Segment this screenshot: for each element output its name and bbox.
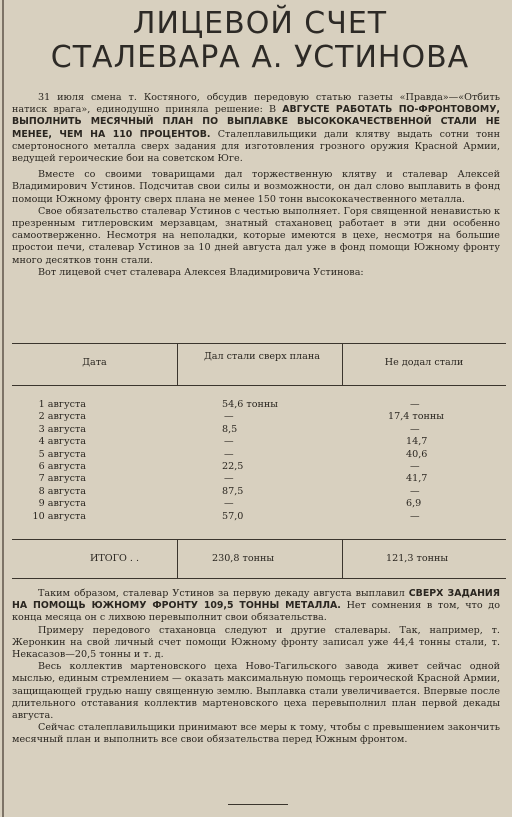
total-label: ИТОГО . .	[90, 553, 140, 564]
table-row-over: 22,5	[222, 461, 244, 472]
header-date: Дата	[82, 357, 107, 368]
table-row-date: 9 августа	[38, 498, 86, 510]
outro-text	[12, 588, 500, 747]
headline-line-1: ЛИЦЕВОЙ СЧЕТ	[132, 6, 388, 41]
table-row-date: 10 августа	[32, 510, 86, 522]
paragraph-7: Весь коллектив мартеновского цеха Ново-Тагильского завода живет сейчас одной мыслью, единым стремлением — оказать максимальную помощь героической Красной Армии, защищающей грудью нашу священную землю. Выплавка стали увеличивается. Впервые после длительного отставания коллектив мартеновского цеха перевыполнил план первой декады августа.	[12, 661, 500, 722]
table-row-over: —	[224, 436, 234, 448]
paragraph-1	[12, 92, 500, 165]
table-total-rule	[12, 539, 506, 540]
header-under-plan: Не додал стали	[384, 357, 464, 368]
table-row-under: 17,4 тонны	[388, 411, 444, 423]
total-under: 121,3 тонны	[386, 553, 449, 564]
table-top-rule	[12, 343, 506, 344]
paragraph-8: Сейчас сталеплавильщики принимают все меры к тому, чтобы с превышением закончить месячный план и выполнить все свои обязательства перед Южным фронтом.	[12, 722, 500, 746]
table-row-under: —	[410, 510, 420, 522]
closing-rule	[228, 804, 288, 805]
paragraph-4: Вот лицевой счет сталевара Алексея Владимировича Устинова:	[38, 266, 364, 278]
table-bottom-rule	[12, 578, 506, 579]
table-row-under: 14,7	[406, 436, 428, 448]
table-row-date: 2 августа	[38, 411, 86, 423]
table-row-date: 3 августа	[38, 423, 86, 435]
table-row-over: 54,6 тонны	[222, 399, 278, 410]
table-row-over: —	[224, 448, 234, 460]
table-row-under: —	[410, 461, 420, 472]
paragraph-1-start: 31 июля смена т. Костяного, обсудив передовую статью газеты «Правда»—«Отбить натиск врага», единодушно приняла решение: В	[12, 92, 500, 116]
paragraph-1-bold: АВГУСТЕ РАБОТАТЬ ПО-ФРОНТОВОМУ, ВЫПОЛНИТЬ МЕСЯЧНЫЙ ПЛАН ПО ВЫПЛАВКЕ ВЫСОКОКАЧЕСТВЕННОЙ СТАЛИ НЕ МЕНЕЕ, ЧЕМ НА 110 ПРОЦЕНТОВ.	[12, 104, 500, 140]
header-over-plan: Дал стали сверх плана	[204, 351, 320, 362]
paragraph-5	[12, 588, 500, 625]
table-row-over: 87,5	[222, 485, 244, 497]
paragraph-2: Вместе со своими товарищами дал торжественную клятву и сталевар Алексей Владимирович Устинов. Подсчитав свои силы и возможности, он дал слово выплавить в фонд помощи Южному фронту сверх плана не менее 150 тонн высококачественного металла.	[12, 169, 500, 205]
table-row-date: 7 августа	[38, 473, 86, 485]
table-row-date: 8 августа	[38, 485, 86, 497]
table-row-under: —	[410, 485, 420, 497]
paragraph-5-start: Таким образом, сталевар Устинов за первую декаду августа выплавил	[38, 588, 405, 599]
table-header-rule	[12, 385, 506, 386]
table-row-over: —	[224, 411, 234, 423]
paragraph-5-bold: СВЕРХ ЗАДАНИЯ НА ПОМОЩЬ ЮЖНОМУ ФРОНТУ 109,5 ТОННЫ МЕТАЛЛА.	[12, 588, 500, 612]
table-row-under: —	[410, 399, 420, 410]
table-row-date: 6 августа	[38, 461, 86, 472]
table-row-over: 8,5	[222, 423, 238, 435]
table-row-date: 1 августа	[38, 399, 86, 410]
table-row-date: 4 августа	[38, 436, 86, 448]
table-row-under: 41,7	[406, 473, 428, 485]
intro-text	[12, 92, 500, 279]
table-row-over: —	[224, 473, 234, 485]
table-row-under: —	[410, 423, 420, 435]
paragraph-3: Свое обязательство сталевар Устинов с честью выполняет. Горя священной ненавистью к презренным гитлеровским мерзавцам, знатный стахановец работает в эти дни особенно самоотверженно. Несмотря на неполадки, которые имеются в цехе, несмотря на большие простои печи, сталевар Устинов за 10 дней августа дал уже в фонд помощи Южному фронту много десятков тонн стали.	[12, 205, 500, 266]
table-divider-2	[342, 343, 343, 385]
paragraph-5-end: Нет сомнения в том, что до конца месяца он с лихвою перевыполнит свои обязательства.	[12, 600, 500, 624]
table-row-over: 57,0	[222, 510, 244, 522]
headline-line-2: СТАЛЕВАРА А. УСТИНОВА	[50, 40, 470, 75]
paragraph-1-end: Сталеплавильщики дали клятву выдать сотни тонн смертоносного металла сверх задания для изготовления грозного оружия Красной Армии, ведущей героические бои на советском Юге.	[12, 128, 500, 165]
table-row-under: 6,9	[406, 498, 422, 510]
table-row-under: 40,6	[406, 448, 428, 460]
table-row-over: —	[224, 498, 234, 510]
table-divider-1	[177, 343, 178, 385]
page-edge	[2, 0, 4, 817]
total-over: 230,8 тонны	[212, 553, 275, 564]
table-row-date: 5 августа	[38, 448, 86, 460]
table-divider-4	[342, 539, 343, 578]
paragraph-6: Примеру передового стахановца следуют и другие сталевары. Так, например, т. Жеронкин на свой личный счет помощи Южному фронту записал уже 44,4 тонны стали, т. Некасазов—20,5 тонны и т. д.	[12, 624, 500, 661]
table-divider-3	[177, 539, 178, 578]
account-table	[12, 343, 506, 579]
